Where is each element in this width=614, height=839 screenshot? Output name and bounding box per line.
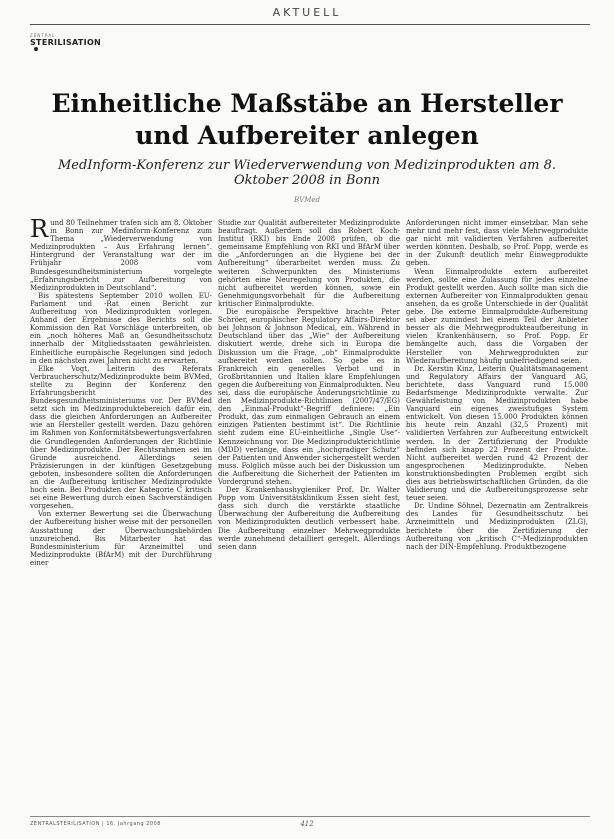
- paragraph: Elke Vogt, Leiterin des Referats Verbraucherschutz/Medizinprodukte beim BVMed, stellte zu Beginn der Konferenz den Erfahrungsbericht des Bundesgesundheitsministeriums vor. Der BVMed setzt sich im Medizinproduktebereich dafür ein, dass die gleichen Anforderungen an Aufbereiter wie an Hersteller gestellt werden. Dazu gehören im Rahmen von Konformitätsbewertungsverfahren die Grundlegenden Anforderungen der Richtlinie über Medizinprodukte. Der Rechtsrahmen sei im Grunde ausreichend. Allerdings seien Präzisierungen in der künftigen Gesetzgebung geboten, insbesondere sollten die Anforderungen an die Aufbereitung kritischer Medizinprodukte hoch sein. Bei Produkten der Kategorie C kritisch sei eine Bewertung durch einen Sachverständigen vorgesehen.: [30, 364, 212, 511]
- article-column-2: [218, 219, 400, 814]
- footer-journal-name: ZENTRALSTERILISATION: [30, 821, 100, 827]
- logo-mark-icon: [34, 47, 38, 51]
- article-column-1: [30, 219, 212, 814]
- paragraph: Die europäische Perspektive brachte Peter Schröer, europäischer Regulatory Affairs-Direktor bei Johnson & Johnson Medical, ein. Während in Deutschland über das „Wie“ der Aufbereitung diskutiert werde, drehe sich in Europa die Diskussion um die Frage, „ob“ Einmalprodukte aufbereitet werden sollen. So gebe es in Frankreich ein generelles Verbot und in Großbritannien und Italien klare Empfehlungen gegen die Aufbereitung von Einmalprodukten. Neu sei, dass die europäische Änderungsrichtlinie zu den Medizinprodukte-Richtlinien (2007/47/EG) den „Einmal-Produkt“-Begriff definiere: „Ein Produkt, das zum einmaligen Gebrauch an einem einzigen Patienten bestimmt ist“. Die Richtlinie sieht zudem eine EU-einheitliche „Single Use“-Kennzeichnung vor. Die Medizinprodukterichtlinie (MDD) verlange, dass ein „hochgradiger Schutz“ der Patienten und Anwender sichergestellt werden muss. Folglich müsse auch bei der Diskussion um die Aufbereitung die Sicherheit der Patienten im Vordergrund stehen.: [218, 308, 400, 486]
- section-rule: [30, 24, 590, 25]
- article-column-3: [406, 219, 588, 814]
- paragraph: Dr. Undine Söhnel, Dezernatin am Zentralkreis des Landes für Gesundheitsschutz bei Arzneimitteln und Medizinprodukten (ZLG), berichtete über die Zertifizierung der Aufbereitung von „kritisch C“-Medizinprodukten nach der DIN-Empfehlung. Produktbezogene: [406, 502, 588, 551]
- publication-small-text: ZENTRAL: [30, 33, 56, 38]
- footer-issue: 16. Jahrgang 2008: [106, 821, 161, 827]
- paragraph: [30, 219, 212, 292]
- paragraph: Dr. Kerstin Kinz, Leiterin Qualitätsmanagement und Regulatory Affairs der Vanguard AG, berichtete, dass Vanguard rund 15.000 Bedarfsmenge Medizinprodukte verwalte. Zur Gewährleistung von Medizinprodukten habe Vanguard ein eigenes zweistufiges System entwickelt. Von diesen 15.000 Produkten können bis heute rein Anzahl (32,5 Prozent) mit validierten Verfahren zur Aufbereitung entwickelt werden. In der Zertifizierung der Produkte befinden sich knapp 22 Prozent der Produkte. Nicht aufbereitet werden rund 42 Prozent der angesprochenen Medizinprodukte. Neben konstruktionsbedingten Problemen ergibt sich dies aus betriebswirtschaftlichen Gründen, da die Validierung und die Aufbereitungsprozesse sehr teuer seien.: [406, 364, 588, 503]
- article-headline: Einheitliche Maßstäbe an Hersteller und Aufbereiter anlegen: [51, 89, 563, 150]
- page-number: 412: [300, 820, 314, 828]
- dropcap: R: [30, 219, 49, 243]
- paragraph: Bis spätestens September 2010 wollen EU-Parlament und -Rat einen Bericht zur Aufbereitung von Medizinprodukten vorlegen. Anhand der Ergebnisse des Berichts soll die Kommission den Rat Vorschläge unterbreiten, ob ein „noch höheres Maß an Gesundheitsschutz innerhalb der Mitgliedsstaaten gewährleisten. Einheitliche europäische Regelungen sind jedoch in den nächsten zwei Jahren nicht zu erwarten.: [30, 291, 212, 365]
- paragraph: Studie zur Qualität aufbereiteter Medizinprodukte beauftragt. Außerdem soll das Robert Koch-Institut (RKI) bis Ende 2008 prüfen, ob die gemeinsame Empfehlung von RKI und BfArM über die „Anforderungen an die Hygiene bei der Aufbereitung“ überarbeitet werden muss. Zu weiteren Schwerpunkten des Ministeriums gehörten eine Neuregelung von Produkten, die nicht aufbereitet werden können, sowie ein Genehmigungsvorbehalt für die Aufbereitung kritischer Einmalprodukte.: [218, 219, 400, 308]
- paragraph: Wenn Einmalprodukte extern aufbereitet werden, sollte eine Zulassung für jedes einzelne Produkt gestellt werden. Auch sollte man sich die externen Aufbereiter von Einmalprodukten genau ansehen, da es große Unterschiede in der Qualität gebe. Die externe Einmalprodukte-Aufbereitung sei aber zumindest bei einem Teil der Anbieter besser als die Mehrwegprodukteaufbereitung in vielen Krankenhäusern, so Prof. Popp. Er bemängelte auch, dass die Vorgaben der Hersteller von Mehrwegprodukten zur Wiederaufbereitung häufig unbefriedigend seien.: [406, 267, 588, 365]
- paragraph: Von externer Bewertung sei die Überwachung der Aufbereitung bisher weise mit der personellen Ausstattung der Überwachungsbehörden unzureichend. Bis Mitarbeiter hat das Bundesministerium für Arzneimittel und Medizinprodukte (BfArM) mit der Durchführung einer: [30, 510, 212, 567]
- publication-logo: STERILISATION: [30, 38, 102, 47]
- footer-rule: [30, 816, 590, 817]
- article-subheadline: MedInform-Konferenz zur Wiederverwendung von Medizinprodukten am 8. Oktober 2008 in Bonn: [58, 158, 556, 188]
- article-author: BVMed: [294, 196, 320, 204]
- footer-journal-info: ZENTRALSTERILISATION | 16. Jahrgang 2008: [30, 821, 161, 827]
- paragraph-text: und 80 Teilnehmer trafen sich am 8. Oktober in Bonn zur Medinform-Konferenz zum Thema „Wiederverwendung von Medizinprodukten – Aus Erfahrung lernen“. Hintergrund der Veranstaltung war der im Frühjahr 2008 vom Bundesgesundheitsministerium vorgelegte „Erfahrungsbericht zur Aufbereitung von Medizinprodukten in Deutschland“.: [30, 219, 212, 292]
- paragraph: Anforderungen nicht immer einsetzbar. Man sehe mehr und mehr fest, dass viele Mehrwegprodukte gar nicht mit validierten Verfahren aufbereitet werden könnten. Deshalb, so Prof. Popp, werde es in der Zukunft deutlich mehr Einwegprodukte geben.: [406, 219, 588, 268]
- section-label: AKTUELL: [272, 6, 342, 19]
- paragraph: Der Krankenhaushygieniker Prof. Dr. Walter Popp vom Universitätsklinikum Essen sieht fest, dass sich durch die verstärkte staatliche Überwachung der Aufbereitung die Aufbereitung von Medizinprodukten deutlich verbessert habe. Die Aufbereitung einzelner Mehrwegprodukte werde zunehmend detailliert geregelt. Allerdings seien dann: [218, 486, 400, 551]
